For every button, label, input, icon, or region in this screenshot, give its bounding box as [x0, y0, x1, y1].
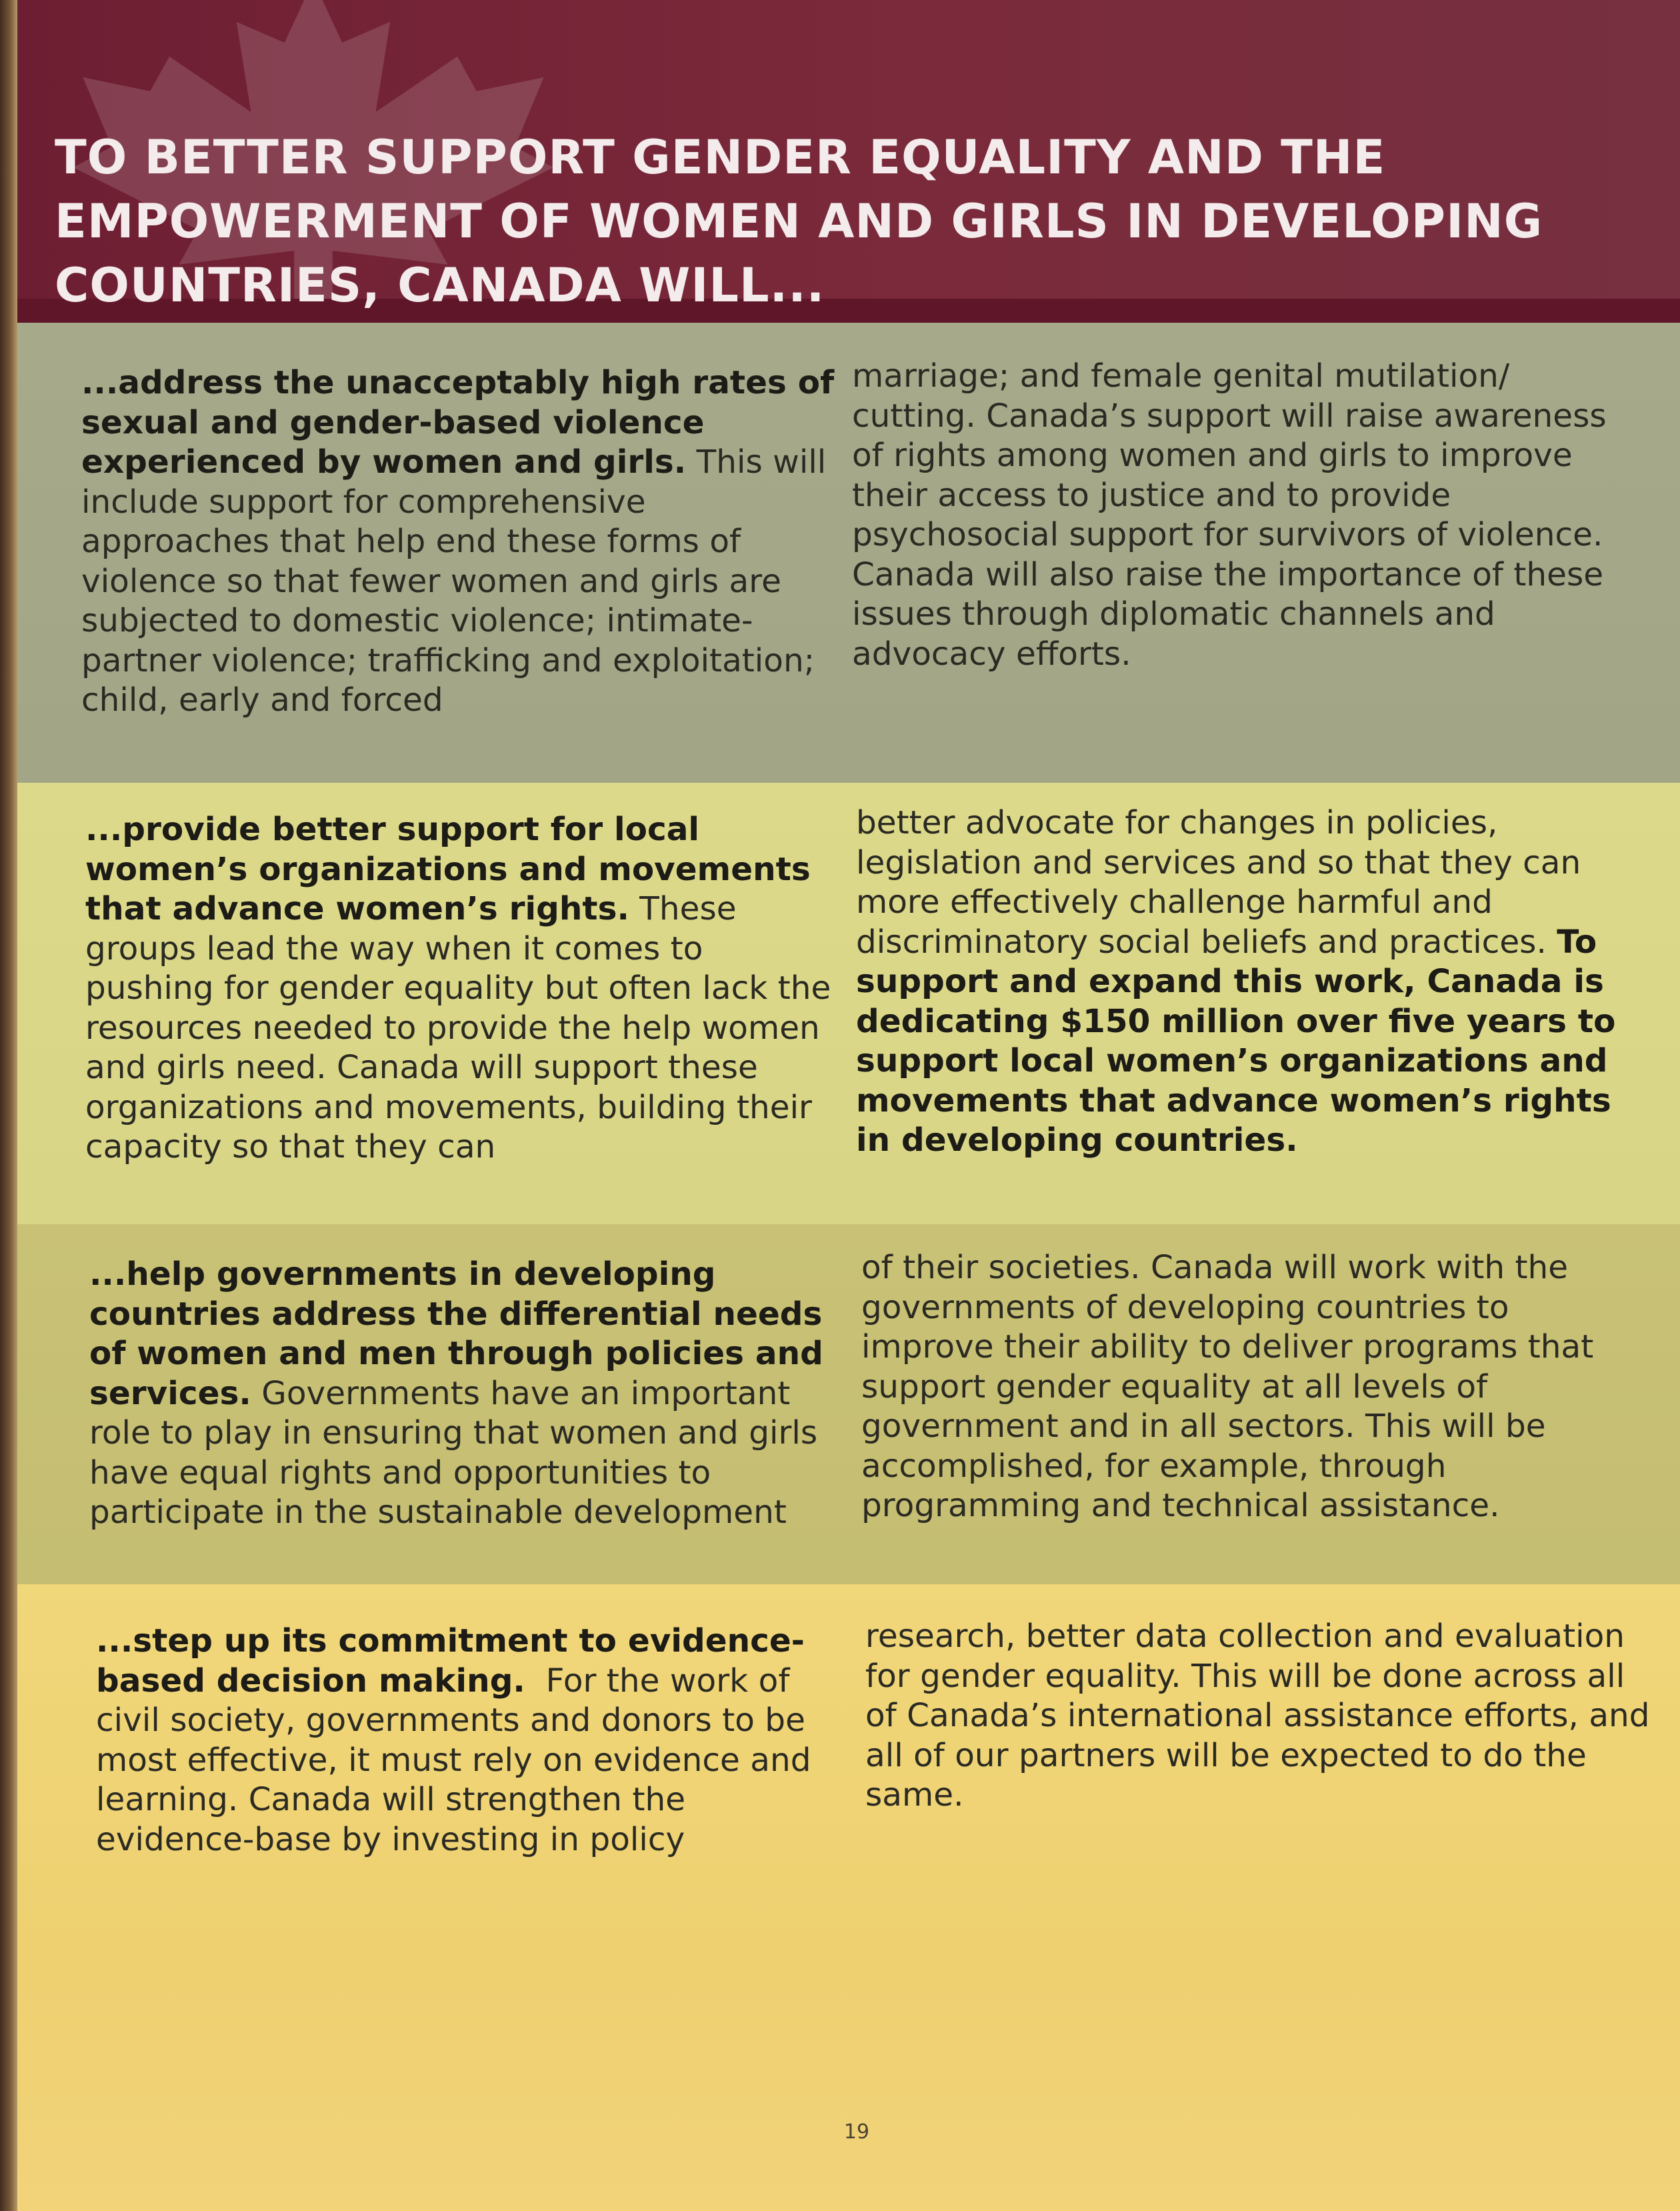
- section-organizations-lead: ...provide better support for local women’s organizations and movements that advance women’s rights.: [85, 811, 811, 927]
- section-organizations-body-left: These groups lead the way when it comes to pushing for gender equality but often lack the resources needed to provide the help women and girls need. Canada will support these organizations and movements, building their capacity so that they can: [85, 890, 831, 1166]
- page-title: TO BETTER SUPPORT GENDER EQUALITY AND THE EMPOWERMENT OF WOMEN AND GIRLS IN DEVELOPING COUNTRIES, CANADA WILL...: [55, 130, 1543, 313]
- section-violence-left-column: [81, 363, 835, 721]
- section-violence-body-right: marriage; and female genital mutilation/ cutting. Canada’s support will raise awareness of rights among women and girls to improve their access to justice and to provide psychosocial support for survivors of violence. Canada will also raise the importance of these issues through diplomatic channels and advocacy efforts.: [852, 357, 1607, 673]
- header-banner: [0, 0, 1680, 333]
- section-organizations-left-column: [85, 810, 839, 1168]
- section-evidence-body-left: For the work of civil society, governments and donors to be most effective, it must rely on evidence and learning. Canada will strengthen the evidence-base by investing in policy: [96, 1662, 821, 1858]
- book-spine: [0, 0, 17, 2211]
- section-governments-body-right: of their societies. Canada will work with the governments of developing countries to improve their ability to deliver programs that support gender equality at all levels of government and in all sectors. This will be accomplished, for example, through programming and technical assistance.: [861, 1249, 1594, 1524]
- section-governments-right-column: [861, 1248, 1648, 1526]
- section-organizations-funding-commitment: To support and expand this work, Canada is dedicating $150 million over five years to support local women’s organizations and movements that advance women’s rights in developing countries.: [856, 923, 1616, 1159]
- section-evidence-lead: ...step up its commitment to evidence-based decision making.: [96, 1622, 805, 1700]
- section-evidence-body-right: research, better data collection and evaluation for gender equality. This will be done across all of Canada’s international assistance efforts, and all of our partners will be expected to do the same.: [865, 1618, 1650, 1814]
- section-organizations-right-column: [856, 803, 1643, 1161]
- section-governments-body-left: Governments have an important role to play in ensuring that women and girls have equal rights and opportunities to participate in the sustainable development: [89, 1374, 818, 1531]
- section-evidence-left-column: [96, 1622, 849, 1860]
- section-violence-lead: ...address the unacceptably high rates of sexual and gender-based violence experienced by women and girls.: [81, 364, 835, 481]
- page-number: 19: [843, 2120, 870, 2144]
- section-governments-lead: ...help governments in developing countries address the differential needs of women and men through policies and services.: [89, 1256, 823, 1412]
- section-organizations-body-right: better advocate for changes in policies, legislation and services and so that they can more effectively challenge harmful and discriminatory social beliefs and practices.: [856, 804, 1581, 961]
- section-evidence-right-column: [865, 1617, 1652, 1816]
- section-governments-left-column: [89, 1255, 843, 1533]
- section-violence-right-column: [852, 357, 1639, 674]
- section-violence-body-left: This will include support for comprehensive approaches that help end these forms of violence so that fewer women and girls are subjected to domestic violence; intimate-partner violence; trafficking and exploitation; child, early and forced: [81, 443, 827, 719]
